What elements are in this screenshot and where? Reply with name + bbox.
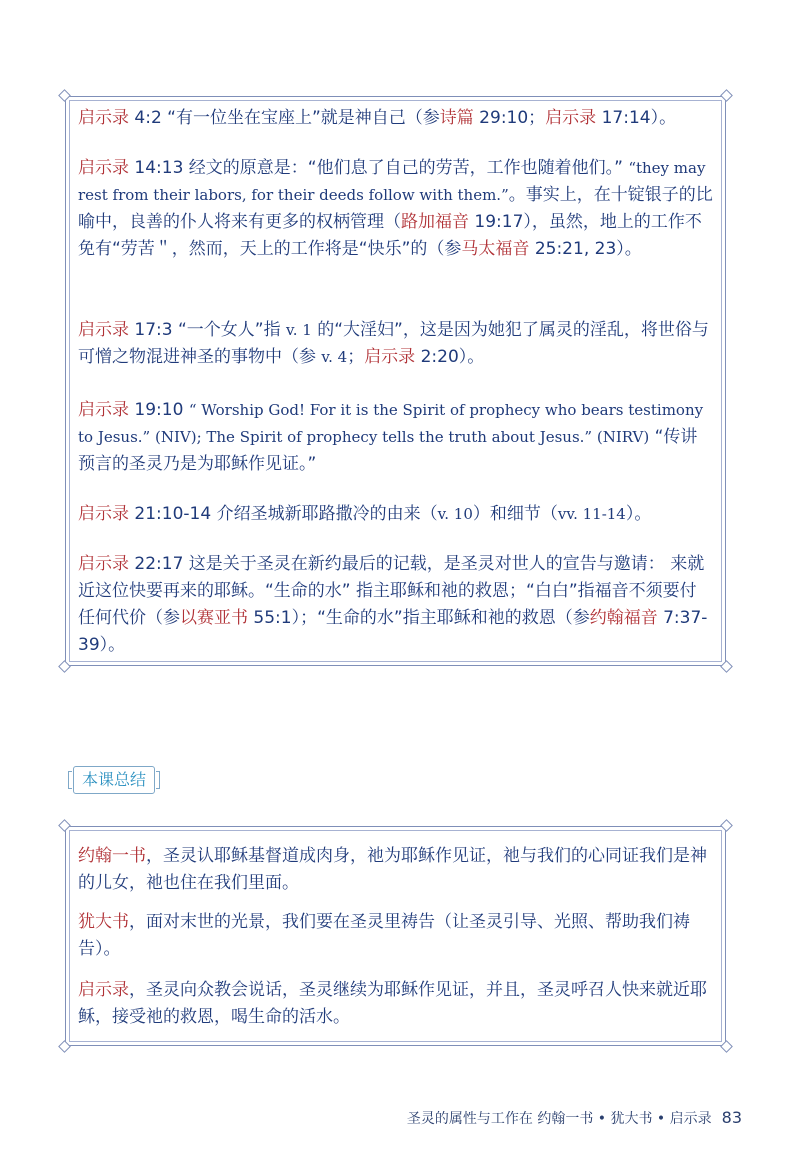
scripture-reference: 启示录 — [78, 400, 129, 420]
note-text: 21:10-14 介绍圣城新耶路撒冷的由来（ — [129, 504, 438, 524]
summary-text: ，面对末世的光景，我们要在圣灵里祷告（让圣灵引导、光照、帮助我们祷告）。 — [78, 912, 690, 959]
note-text: 19:17），虽然，地上的工作不免有“劳苦＂，然而，天上的工作将是“快乐”的（参 — [78, 212, 702, 259]
frame-corner-ornament — [720, 1040, 733, 1053]
note-text: 19:10 — [129, 400, 189, 420]
scripture-reference: 启示录 — [545, 108, 597, 128]
page-number: 83 — [721, 1108, 742, 1127]
notes-box — [65, 96, 726, 666]
scripture-reference: 启示录 — [78, 158, 129, 178]
summary-text: ，圣灵向众教会说话，圣灵继续为耶稣作见证，并且，圣灵呼召人快来就近耶稣，接受祂的救恩，喝生命的活水。 — [78, 980, 707, 1027]
verse-marker: v. 4 — [321, 348, 348, 366]
note-paragraph-rev-14-13 — [78, 155, 713, 263]
note-text: 的“大淫妇”，这是因为她犯了属灵的淫乱，将世俗与可憎之物混进神圣的事物中（参 — [78, 320, 709, 367]
scripture-reference: 启示录 — [78, 504, 129, 524]
note-text: ）和细节（ — [472, 504, 558, 524]
note-text: 55:1）；“生命的水”指主耶稣和祂的救恩（参 — [248, 608, 590, 628]
frame-corner-ornament — [58, 1040, 71, 1053]
scripture-reference: 启示录 — [78, 320, 129, 340]
scripture-reference: 约翰福音 — [589, 608, 658, 628]
note-text: 4:2 “有一位坐在宝座上”就是神自己（参 — [129, 108, 440, 128]
note-text: 25:21, 23）。 — [529, 239, 642, 259]
frame-corner-ornament — [720, 660, 733, 673]
note-text: ； — [347, 347, 365, 367]
scripture-reference: 诗篇 — [439, 108, 474, 128]
frame-corner-ornament — [58, 660, 71, 673]
scripture-reference: 以赛亚书 — [180, 608, 248, 628]
summary-box — [65, 826, 726, 1046]
note-text: 2:20）。 — [415, 347, 485, 367]
verse-marker: v. 1 — [286, 321, 312, 339]
note-text: “传讲预言的圣灵乃是为耶稣作见证。” — [78, 427, 698, 474]
note-paragraph-rev-21-10 — [78, 501, 713, 528]
note-text: 17:14）。 — [596, 108, 677, 128]
frame-corner-ornament — [58, 89, 71, 102]
note-text: 29:10； — [473, 108, 546, 128]
note-text: ）。 — [625, 504, 652, 524]
scripture-reference: 路加福音 — [401, 212, 469, 232]
note-text: 14:13 经文的原意是：“他们息了自己的劳苦，工作也随着他们。” — [129, 158, 629, 178]
verse-marker: vv. 11-14 — [557, 505, 626, 523]
verse-marker: v. 10 — [437, 505, 473, 523]
note-paragraph-rev-4-2 — [78, 105, 713, 132]
frame-corner-ornament — [58, 819, 71, 832]
page-footer — [407, 1108, 742, 1128]
note-text: 22:17 这是关于圣灵在新约最后的记载，是圣灵对世人的宣告与邀请： 来就近这位快要再来的耶稣。“生命的水” 指主耶稣和祂的救恩；“白白”指福音不须要付任何代价（参 — [78, 554, 705, 628]
note-text: 7:37-39）。 — [78, 608, 708, 655]
frame-corner-ornament — [720, 89, 733, 102]
book-name: 启示录 — [78, 980, 129, 1000]
note-text: 。事实上，在十锭银子的比喻中，良善的仆人将来有更多的权柄管理（ — [78, 185, 713, 232]
lesson-summary-tag: 本课总结 — [73, 766, 155, 794]
english-quote: “ Worship God! For it is the Spirit of prophecy who bears testimony to Jesus.” (NIV); The Spirit of prophecy tells the truth about Jesus.” (NIRV) — [78, 401, 704, 446]
summary-jude — [78, 909, 713, 963]
summary-revelation — [78, 977, 713, 1031]
scripture-reference: 启示录 — [78, 554, 129, 574]
note-paragraph-rev-17-3 — [78, 317, 713, 371]
book-name: 约翰一书 — [78, 846, 146, 866]
summary-text: ，圣灵认耶稣基督道成肉身，祂为耶稣作见证，祂与我们的心同证我们是神的儿女，祂也住在我们里面。 — [78, 846, 707, 893]
english-quote: “they may rest from their labors, for their deeds follow with them.” — [78, 159, 706, 204]
note-paragraph-rev-22-17 — [78, 551, 713, 659]
running-title: 圣灵的属性与工作在 约翰一书 • 犹大书 • 启示录 — [406, 1111, 712, 1127]
frame-corner-ornament — [720, 819, 733, 832]
note-paragraph-rev-19-10 — [78, 397, 713, 478]
scripture-reference: 马太福音 — [461, 239, 530, 259]
scripture-reference: 启示录 — [78, 108, 129, 128]
scripture-reference: 启示录 — [364, 347, 416, 367]
summary-1-john — [78, 843, 713, 897]
book-name: 犹大书 — [78, 912, 129, 932]
note-text: 17:3 “一个女人”指 — [129, 320, 287, 340]
